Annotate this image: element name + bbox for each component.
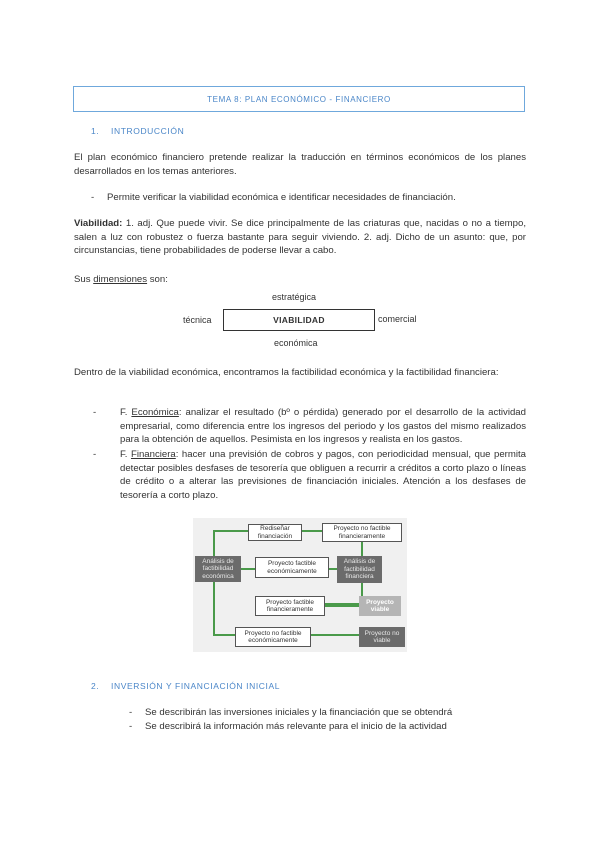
connector-line xyxy=(325,605,359,607)
bullet-prefix: F. xyxy=(120,449,131,460)
page-title-text: TEMA 8: PLAN ECONÓMICO - FINANCIERO xyxy=(207,94,391,104)
inversion-bullet-1 xyxy=(129,706,525,720)
dimension-top: estratégica xyxy=(272,292,317,302)
connector-line xyxy=(302,530,322,532)
dimensions-intro xyxy=(74,273,526,287)
term-financiera: Financiera xyxy=(130,449,176,460)
section-title: INTRODUCCIÓN xyxy=(111,126,185,136)
section-number: 1. xyxy=(91,126,100,136)
inversion-bullet-1-text: Se describirán las inversiones iniciales y la financiación que se obtendrá xyxy=(145,707,453,718)
node-no-factible-economicamente: Proyecto no factible económicamente xyxy=(235,627,311,647)
term-economica: Económica xyxy=(131,407,179,418)
section-heading-inversion xyxy=(91,681,280,691)
bullet-economica xyxy=(93,406,526,447)
page-title xyxy=(73,86,525,112)
viabilidad-text: 1. adj. Que puede vivir. Se dice principalmente de las criaturas que, nacidas o no a tiempo, salen a luz con robustez o fuerza bastante para seguir viviendo. 2. adj. Dicho de un asunto: que, por circunstancias, tiene probabilidades de poderse llevar a cabo. xyxy=(74,218,526,256)
intro-paragraph: El plan económico financiero pretende realizar la traducción en términos económicos de los planes desarrollados en los temas anteriores. xyxy=(74,152,526,177)
viabilidad-box xyxy=(223,309,375,331)
connector-line xyxy=(213,582,215,636)
dimension-bottom: económica xyxy=(274,338,318,348)
connector-line xyxy=(241,568,255,570)
viabilidad-box-label: VIABILIDAD xyxy=(273,315,325,325)
connector-line xyxy=(213,634,235,636)
dimension-right: comercial xyxy=(378,314,417,324)
flow-diagram xyxy=(193,518,407,652)
connector-line xyxy=(329,568,337,570)
node-analisis-economica: Análisis de factibilidad económica xyxy=(195,556,241,582)
node-proyecto-no-viable: Proyecto no viable xyxy=(359,627,405,647)
viabilidad-definition xyxy=(74,217,526,258)
bullet-economica-text: : analizar el resultado (bº o pérdida) generado por el desarrollo de la actividad empresarial, como diferencia entre los ingresos del periodo y los gastos del mismo realizados para la obtención de aquellos. Pesimista en los ingresos y realista en los gastos. xyxy=(120,407,526,445)
connector-line xyxy=(361,542,363,557)
factibilidad-paragraph: Dentro de la viabilidad económica, encontramos la factibilidad económica y la factibilidad financiera: xyxy=(74,367,499,378)
section-heading-introduccion xyxy=(91,126,184,136)
intro-bullet-text: Permite verificar la viabilidad económica e identificar necesidades de financiación. xyxy=(107,192,456,203)
node-proyecto-viable: Proyecto viable xyxy=(359,596,401,616)
intro-bullet xyxy=(91,191,527,205)
connector-line xyxy=(213,530,215,558)
node-no-factible-financieramente: Proyecto no factible financieramente xyxy=(322,523,402,542)
node-factible-financieramente: Proyecto factible financieramente xyxy=(255,596,325,616)
inversion-bullet-2-text: Se describirá la información más relevante para el inicio de la actividad xyxy=(145,721,447,732)
section-title: INVERSIÓN Y FINANCIACIÓN INICIAL xyxy=(111,681,281,691)
bullet-dash: - xyxy=(129,707,133,718)
bullet-financiera-text: : hacer una previsión de cobros y pagos, con periodicidad mensual, que permita detectar posibles desfases de tesorería que obliguen a recurrir a créditos a corto plazo o líneas de crédito o a alterar las previsiones de financiación iniciales. Atención a los desfases de tesorería a corto plazo. xyxy=(120,449,526,501)
inversion-bullet-2 xyxy=(129,720,525,734)
dimensions-suffix: son: xyxy=(147,274,168,285)
connector-line xyxy=(213,530,248,532)
connector-line xyxy=(311,634,359,636)
bullet-financiera xyxy=(93,448,526,502)
node-analisis-financiera: Análisis de factibilidad financiera xyxy=(337,556,382,583)
viabilidad-term: Viabilidad: xyxy=(74,218,123,229)
bullet-dash: - xyxy=(129,721,133,732)
bullet-prefix: F. xyxy=(120,407,132,418)
bullet-dash: - xyxy=(93,449,97,460)
dimensions-prefix: Sus xyxy=(74,274,94,285)
node-factible-economicamente: Proyecto factible económicamente xyxy=(255,557,329,578)
node-redisenar-financiacion: Rediseñar financiación xyxy=(248,524,302,541)
section-number: 2. xyxy=(91,681,100,691)
bullet-dash: - xyxy=(91,192,95,203)
bullet-dash: - xyxy=(93,407,97,418)
dimensions-link: dimensiones xyxy=(93,274,148,285)
dimension-left: técnica xyxy=(183,315,212,325)
